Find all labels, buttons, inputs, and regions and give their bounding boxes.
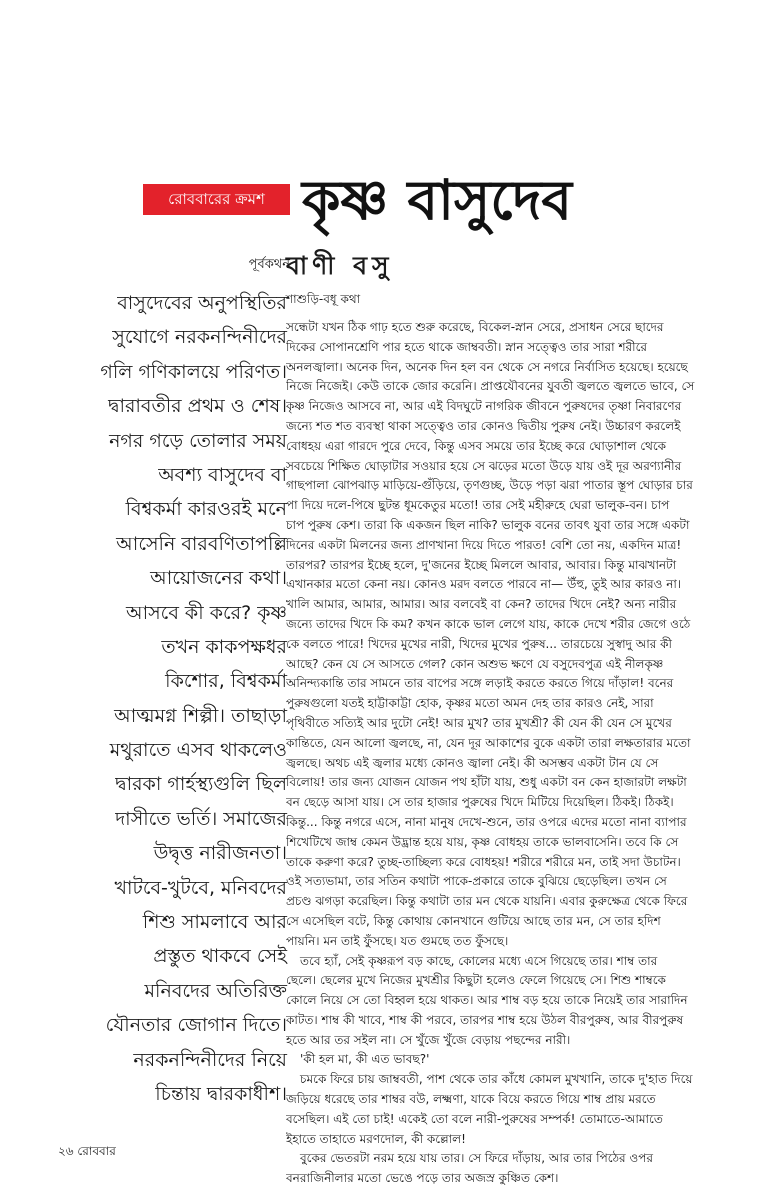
pull-quote-line: আয়োজনের কথা। [150, 567, 287, 590]
body-line: আছে? কেন যে সে আসতে গেল? কোন অশুভ ক্ষণে যে বসুদেবপুত্র এই নীলকৃষ্ণ [286, 656, 664, 671]
pull-quote-line: সুযোগে নরকনন্দিনীদের [112, 326, 287, 349]
body-line: দিনের একটা মিলনের জন্য প্রাণখানা দিয়ে দিতে পারত! বেশি তো নয়, একদিন মাত্র! [286, 537, 682, 552]
body-line: নিজে নিজেই। কেউ তাকে জোর করেনি। প্রাপ্তযৌবনের যুবতী জ্বলতে জ্বলতে ভাবে, সে [286, 379, 695, 394]
body-line: দিকের সোপানশ্রেণি পার হতে থাকে জাম্ববতী। স্নান সত্ত্বেও তার সারা শরীরে [286, 339, 648, 354]
body-line: অনিন্দ্যকান্তি তার সামনে তার বাপের সঙ্গে লড়াই করতে করতে গিয়ে দাঁড়াল! বনের [286, 676, 674, 691]
body-line: বোধহয় এরা গারদে পুরে দেবে, কিন্তু এসব সময়ে তার ইচ্ছে করে ঘোড়াশাল থেকে [286, 438, 667, 453]
pull-quote-line: যৌনতার জোগান দিতে। [105, 1014, 287, 1037]
body-line: ছেলে। ছেলের মুখে নিজের মুখশ্রীর কিছুটা হলেও ফেলে গিয়েছে সে। শিশু শাম্বকে [286, 973, 666, 988]
pull-quote-line: দ্বারকা গার্হস্থ্যগুলি ছিল [115, 773, 287, 796]
pull-quote-line: অবশ্য বাসুদেব বা [158, 463, 287, 486]
pull-quote [55, 286, 287, 1111]
body-line: প্রচণ্ড ঝগড়া করেছিল। কিন্তু কথাটা তার মন থেকে যায়নি। এবার কুরুক্ষেত্র থেকে ফিরে [286, 894, 688, 909]
series-badge: রোববারের ক্রমশ [143, 184, 290, 215]
body-line: কিন্তু... কিন্তু নগরে এসে, নানা মানুষ দেখে-শুনে, তার ওপরে এদের মতো নানা ব্যাপার [286, 814, 687, 829]
pull-quote-line: উদ্বৃত্ত নারীজনতা। [153, 842, 287, 865]
body-line: জন্যে শত শত ব্যবস্থা থাকা সত্ত্বেও তার কোনও দ্বিতীয় পুরুষ নেই। উচ্চারণ করলেই [286, 418, 681, 433]
body-line: খালি আমার, আমার, আমার। আর বলবেই বা কেন? তাদের খিদে নেই? অন্য নারীর [286, 597, 677, 612]
body-line: তবে হ্যাঁ, সেই কৃষ্ণরূপ বড় কাছে, কোলের মধ্যে এসে গিয়েছে তার। শাম্ব তার [300, 953, 658, 968]
pull-quote-line: দাসীতে ভর্তি। সমাজের [115, 807, 287, 830]
body-line: পা দিয়ে দলে-পিষে ছুটন্ত ধূমকেতুর মতো! তার সেই মহীরুহে ঘেরা ভালুক-বন। চাপ [286, 498, 670, 513]
body-line: অনলজ্বালা। অনেক দিন, অনেক দিন হল বন থেকে সে নগরে নির্বাসিত হয়েছে। হয়েছে [286, 359, 688, 374]
body-line: পায়নি। মন তাই ফুঁসছে। যত গুমছে তত ফুঁসছে। [286, 933, 509, 948]
body-line: জন্যে তাদের খিদে কি কম? কখন কাকে ভাল লেগে যায়, কাকে দেখে শরীর জেগে ওঠে [286, 616, 691, 631]
pull-quote-line: আসবে কী করে? কৃষ্ণ [125, 601, 287, 624]
article-body [286, 318, 734, 1189]
pull-quote-line: মথুরাতে এসব থাকলেও [109, 739, 287, 762]
body-line: বিলোয়! তার জন্য যোজন যোজন পথ হাঁটা যায়, শুধু একটা বন কেন হাজারটা লক্ষটা [286, 775, 687, 790]
pull-quote-line: চিন্তায় দ্বারকাধীশ। [155, 1082, 287, 1105]
pull-quote-line: আত্মমগ্ন শিল্পী। তাছাড়া [114, 704, 287, 727]
body-line: তারপর? তারপর ইচ্ছে হলে, দু'জনের ইচ্ছে মিললে আবার, আবার। কিন্তু মাঝখানটা [286, 557, 677, 572]
body-line: এখানকার মতো কেনা নয়। কোনও মরদ বলতে পারবে না— উঁহু, তুই আর কারও না। [286, 577, 682, 592]
body-line: বুকের ভেতরটা নরম হয়ে যায় তার। সে ফিরে দাঁড়ায়, আর তার পিঠের ওপর [300, 1151, 653, 1166]
pull-quote-line: কিশোর, বিশ্বকর্মা [165, 670, 287, 693]
pull-quote-line: বাসুদেবের অনুপস্থিতির [117, 292, 287, 314]
body-line: গাছপালা ঝোপঝাড় মাড়িয়ে-গুঁড়িয়ে, তৃণগুচ্ছ, উড়ে পড়া ঝরা পাতার স্তূপ ঘোড়ার চার [286, 478, 693, 493]
body-line: কোলে নিয়ে সে তো বিহ্বল হয়ে থাকত। আর শাম্ব বড় হয়ে তাকে নিয়েই তার সারাদিন [286, 993, 688, 1008]
body-line: জড়িয়ে ধরেছে তার শাম্বর বউ, লক্ষ্মণা, যাকে বিয়ে করতে গিয়ে শাম্ব প্রায় মরতে [286, 1092, 656, 1107]
pull-quote-line: খাটবে-খুটবে, মনিবদের [114, 876, 287, 899]
pull-quote-line: বিশ্বকর্মা কারওরই মনে [125, 498, 287, 521]
body-line: বনরাজিনীলার মতো ভেঙে পড়ে তার অজস্র কুঞ্চিত কেশ। [286, 1171, 559, 1186]
pull-quote-line: নগর গড়ে তোলার সময় [109, 429, 287, 452]
body-line: ইহাতে তাহাতে মরণদোল, কী কল্লোল! [286, 1131, 466, 1146]
pull-quote-line: মনিবদের অতিরিক্ত [144, 979, 287, 1002]
body-line: হতে আর তর সইল না। সে খুঁজে খুঁজে বেড়ায় পছন্দের নারী। [286, 1032, 571, 1047]
article-title: কৃষ্ণ বাসুদেব [302, 168, 572, 232]
pull-quote-line: দ্বারাবতীর প্রথম ও শেষ। [108, 395, 287, 418]
body-line: কান্তিতে, যেন আলো জ্বলছে, না, যেন দূর আকাশের বুকে একটা তারা লক্ষতারার মতো [286, 735, 691, 750]
body-line: তাকে করুণা করে? তুচ্ছ-তাচ্ছিল্য করে বোধহয়! শরীরে শরীরে মন, তাই সদা উচাটন। [286, 854, 681, 869]
body-line: বসেছিল। এই তো চাই! একেই তো বলে নারী-পুরুষের সম্পর্ক! তোমাতে-আমাতে [286, 1111, 663, 1126]
body-line: 'কী হল মা, কী এত ভাবছ?' [300, 1052, 430, 1067]
body-line: চাপ পুরুষ কেশ। তারা কি একজন ছিল নাকি? ভালুক বনের তাবৎ যুবা তার সঙ্গে একটা [286, 517, 690, 532]
body-line: কে বলতে পারে! খিদের মুখের নারী, খিদের মুখের পুরুষ... তারচেয়ে সুস্বাদু আর কী [286, 636, 672, 651]
body-line: পৃথিবীতে সত্যিই আর দুটো নেই! আর মুখ? তার মুখশ্রী? কী যেন কী যেন সে মুখের [286, 715, 672, 730]
pull-quote-line: তখন কাকপক্ষধর [161, 635, 287, 658]
author-name: বাণী বসু [286, 251, 394, 280]
body-line: কাটত। শাম্ব কী খাবে, শাম্ব কী পরবে, তারপর শাম্ব হয়ে উঠল বীরপুরুষ, আর বীরপুরুষ [286, 1012, 684, 1027]
body-line: চমকে ফিরে চায় জাম্ববতী, পাশ থেকে তার কাঁধে কোমল মুখখানি, তাকে দু'হাত দিয়ে [300, 1072, 693, 1087]
body-line: বন ছেড়ে আসা যায়। সে তার হাজার পুরুষের খিদে মিটিয়ে দিয়েছিল। ঠিকই। ঠিকই। [286, 795, 674, 810]
pull-quote-line: প্রস্তুত থাকবে সেই [153, 945, 287, 968]
page-folio: ২৬ রোববার [58, 1144, 116, 1158]
pull-quote-line: শিশু সামলাবে আর [142, 911, 287, 934]
body-line: ওই সত্যভামা, তার সতিন কথাটা পাকে-প্রকারে তাকে বুঝিয়ে ছেড়েছিল। তখন সে [286, 874, 667, 889]
pull-quote-line: আসেনি বারবণিতাপল্লি [116, 532, 287, 555]
body-line: কৃষ্ণ নিজেও আসবে না, আর এই বিদঘুটে নাগরিক জীবনে পুরুষদের তৃষ্ণা নিবারণের [286, 399, 682, 414]
pull-quote-line: গলি গণিকালয়ে পরিণত। [100, 360, 287, 383]
section-label: পূর্বকথন [248, 257, 290, 272]
body-line: সে এসেছিল বটে, কিন্তু কোথায় কোনখানে গুটিয়ে আছে তার মন, সে তার হদিশ [286, 913, 661, 928]
pull-quote-line: নরকনন্দিনীদের নিয়ে [133, 1048, 287, 1071]
body-line: জ্বলছে। অথচ এই জ্বলার মধ্যে কোনও জ্বালা নেই। কী অসম্ভব একটা টান যে সে [286, 755, 659, 770]
body-line: সন্ধেটা যখন ঠিক গাঢ় হতে শুরু করেছে, বিকেল-স্নান সেরে, প্রসাধন সেরে ছাদের [286, 320, 664, 334]
body-line: পুরুষগুলো যতই হাট্টাকাট্টা হোক, কৃষ্ণর মতো অমন দেহ তার কারও নেই, সারা [286, 696, 654, 711]
body-line: সবচেয়ে শিক্ষিত ঘোড়াটার সওয়ার হয়ে সে ঝড়ের মতো উড়ে যায় ওই দূর অরণ্যানীর [286, 458, 682, 473]
chapter-subtitle: শাশুড়ি-বধূ কথা [286, 292, 361, 306]
body-line: শিখেটিখে জাম্ব কেমন উদ্ভ্রান্ত হয়ে যায়, কৃষ্ণ বোধহয় তাকে ভালবাসেনি। তবে কি সে [286, 834, 679, 849]
